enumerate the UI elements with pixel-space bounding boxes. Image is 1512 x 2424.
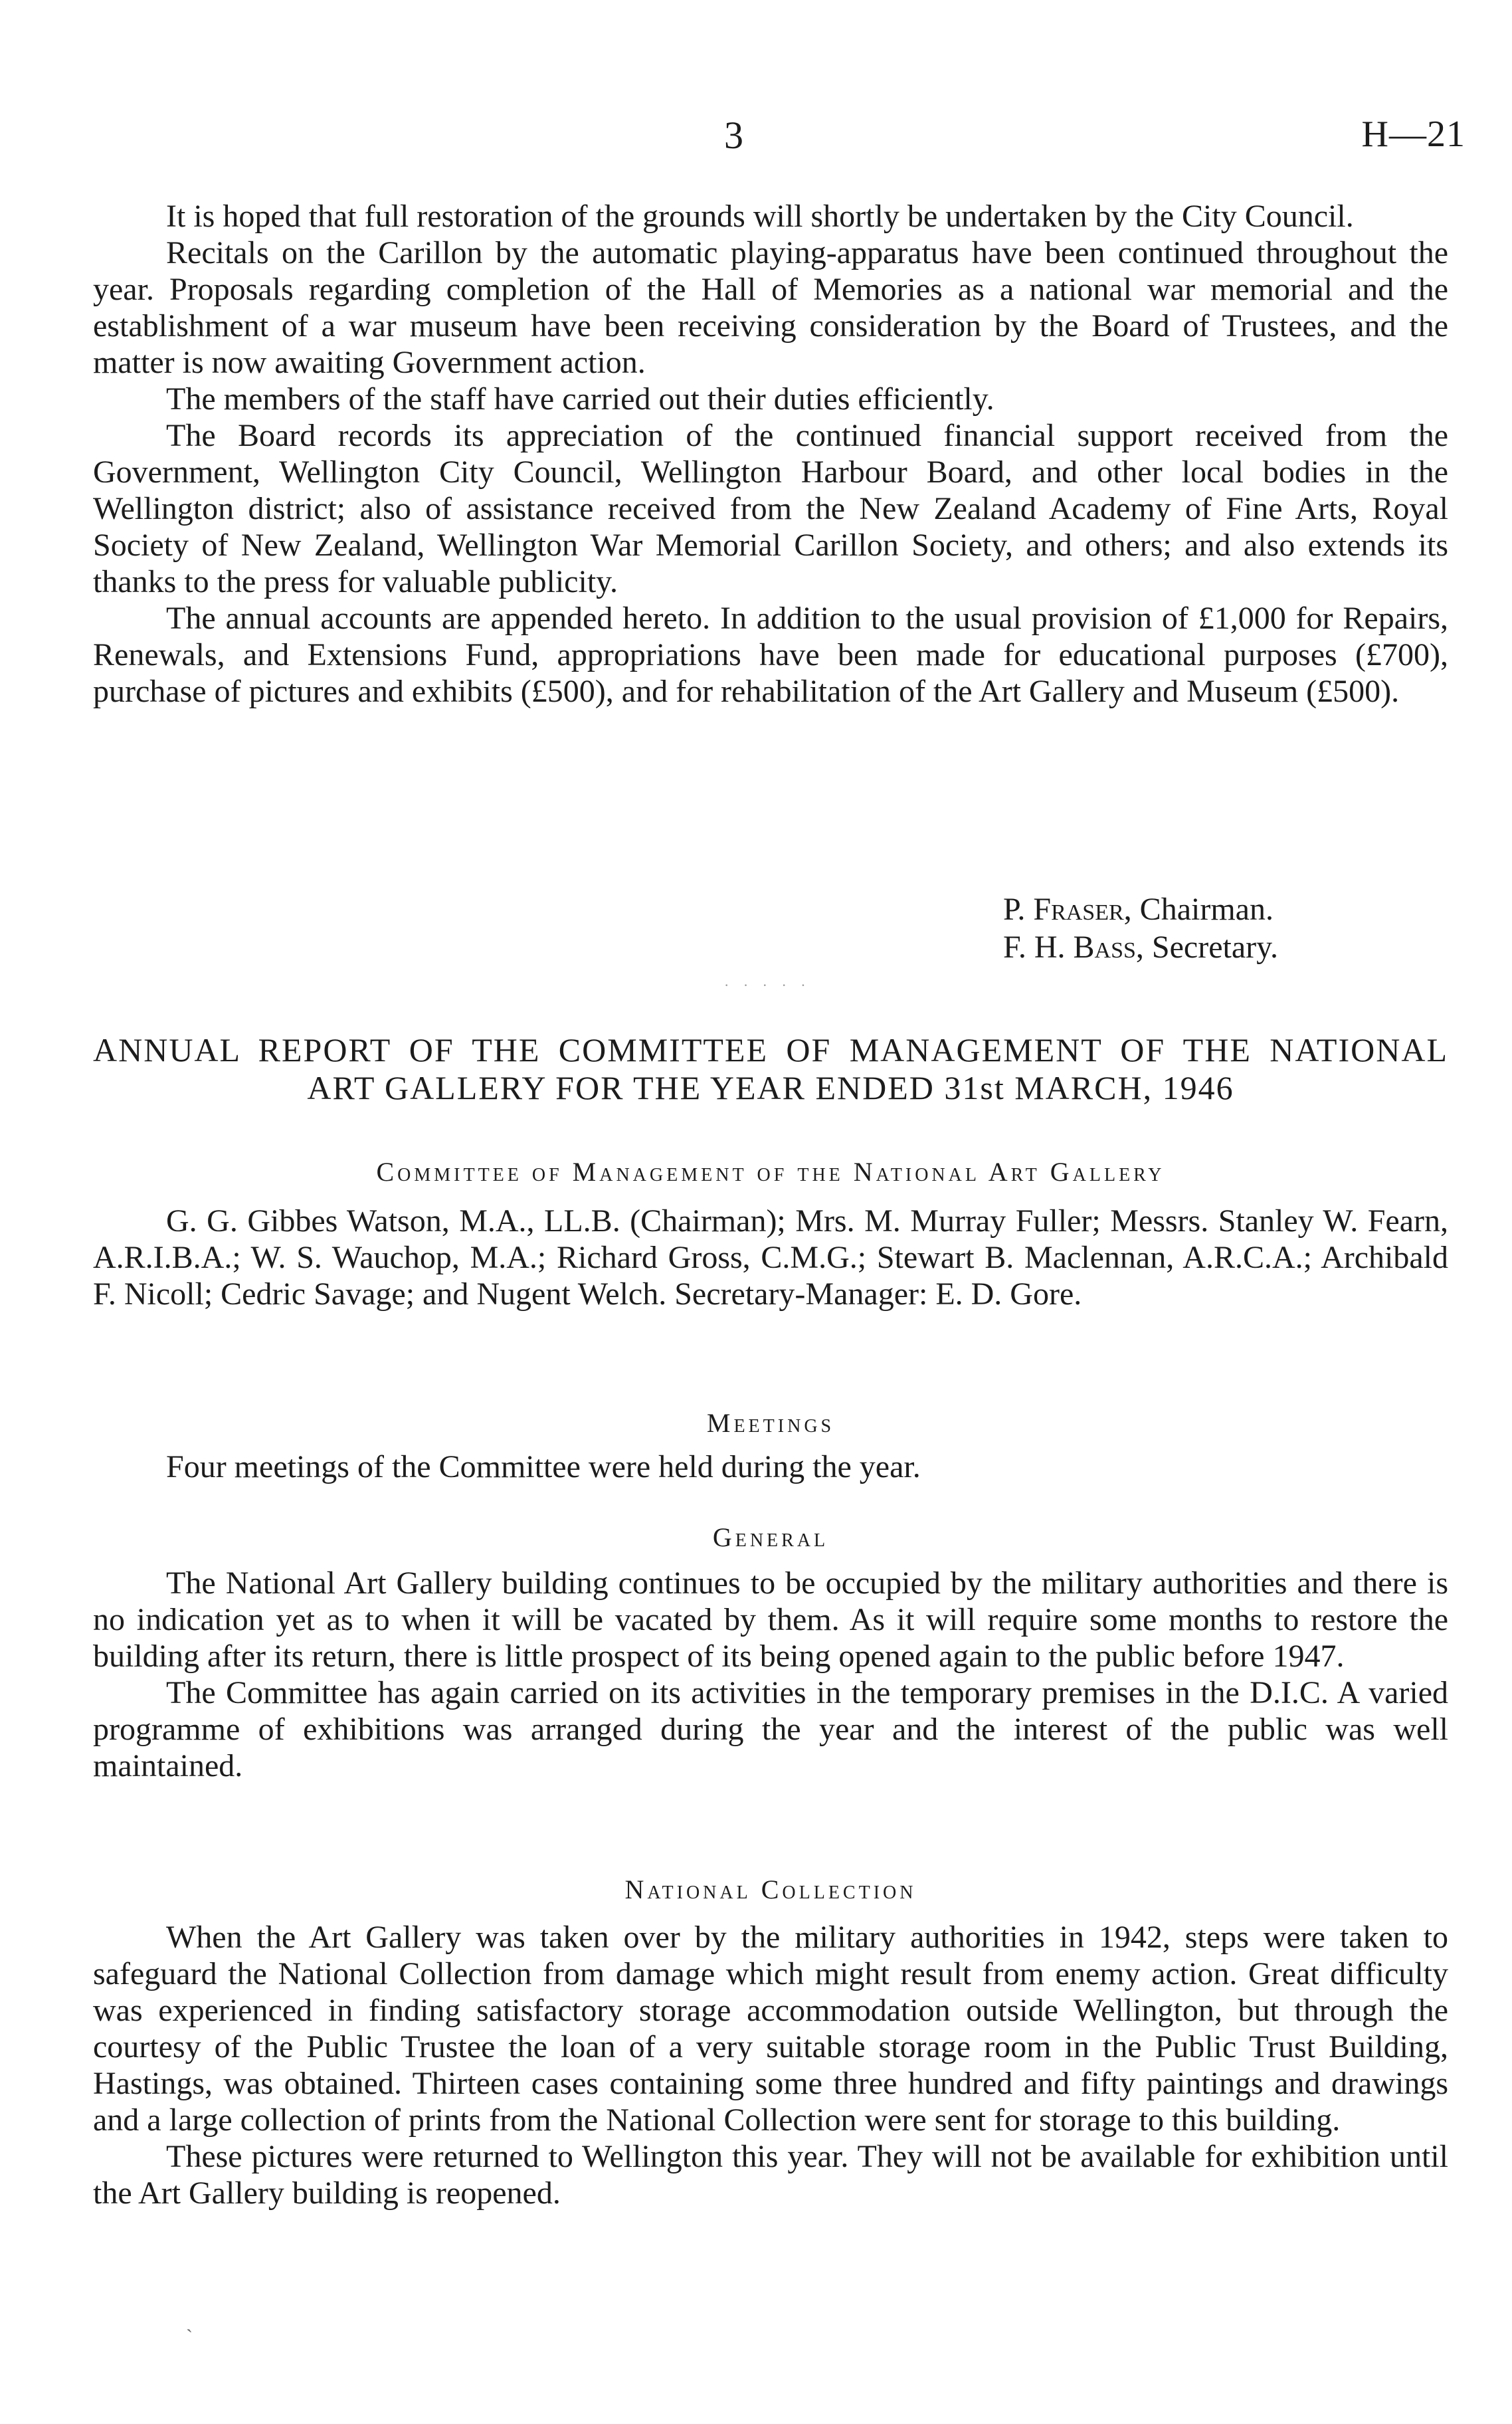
general-section xyxy=(93,1565,1448,1784)
meetings-section xyxy=(93,1449,1448,1485)
section-divider: · · · · · xyxy=(724,977,811,993)
report-title-line1: ANNUAL REPORT OF THE COMMITTEE OF MANAGEMENT OF THE NATIONAL xyxy=(93,1031,1448,1068)
signature-name: Bass xyxy=(1073,930,1136,965)
collection-heading: National Collection xyxy=(624,1874,917,1904)
committee-heading: Committee of Management of the National Art Gallery xyxy=(376,1157,1165,1187)
signature-role: Secretary. xyxy=(1151,930,1279,965)
intro-paragraph: The Board records its appreciation of the continued financial support received from the Government, Wellington City Council, Wellington Harbour Board, and other local bodies in the Wellington district; also of assistance received from the New Zealand Academy of Fine Arts, Royal Society of New Zealand, Wellington War Memorial Carillon Society, and others; and also extends its thanks to the press for valuable publicity. xyxy=(93,418,1448,599)
page-reference: H—21 xyxy=(1361,114,1465,155)
intro-paragraph: It is hoped that full restoration of the grounds will shortly be undertaken by the City Council. xyxy=(166,199,1354,234)
general-paragraph: The Committee has again carried on its activities in the temporary premises in the D.I.C. A varied programme of exhibitions was arranged during the year and the interest of the public was well maintained. xyxy=(93,1675,1448,1783)
report-title-line2: ART GALLERY FOR THE YEAR ENDED 31st MARCH, 1946 xyxy=(307,1069,1234,1106)
report-title xyxy=(93,1031,1448,1107)
intro-paragraph: The annual accounts are appended hereto. In addition to the usual provision of £1,000 for Repairs, Renewals, and Extensions Fund, appropriations have been made for educational purposes (£700), purchase of pictures and exhibits (£500), and for rehabilitation of the Art Gallery and Museum (£500). xyxy=(93,601,1448,709)
collection-section xyxy=(93,1919,1448,2211)
signature-chairman: P. Fraser, Chairman. xyxy=(1003,892,1274,927)
committee-members xyxy=(93,1203,1448,1312)
meetings-heading: Meetings xyxy=(706,1408,835,1438)
stray-mark: ˋ xyxy=(186,2326,193,2348)
page-number: 3 xyxy=(724,114,743,157)
intro-paragraph: Recitals on the Carillon by the automatic playing-apparatus have been continued throughout the year. Proposals regarding completion of the Hall of Memories as a national war memorial and the establishment of a war museum have been receiving consideration by the Board of Trustees, and the matter is now awaiting Government action. xyxy=(93,235,1448,380)
general-heading: General xyxy=(712,1522,829,1552)
meetings-text: Four meetings of the Committee were held during the year. xyxy=(166,1449,921,1484)
collection-paragraph: When the Art Gallery was taken over by the military authorities in 1942, steps were taken to safeguard the National Collection from damage which might result from enemy action. Great difficulty was experienced in finding satisfactory storage accommodation outside Wellington, but through the courtesy of the Public Trustee the loan of a very suitable storage room in the Public Trust Building, Hastings, was obtained. Thirteen cases containing some three hundred and fifty paintings and drawings and a large collection of prints from the National Collection were sent for storage to this building. xyxy=(93,1920,1448,2138)
signature-secretary: F. H. Bass, Secretary. xyxy=(1003,930,1279,965)
page-header xyxy=(0,113,1512,173)
intro-section xyxy=(93,198,1448,710)
committee-text: G. G. Gibbes Watson, M.A., LL.B. (Chairman); Mrs. M. Murray Fuller; Messrs. Stanley W. Fearn, A.R.I.B.A.; W. S. Wauchop, M.A.; Richard Gross, C.M.G.; Stewart B. Maclennan, A.R.C.A.; Archibald F. Nicoll; Cedric Savage; and Nugent Welch. Secretary-Manager: E. D. Gore. xyxy=(93,1203,1448,1312)
collection-paragraph: These pictures were returned to Wellington this year. They will not be available for exhibition until the Art Gallery building is reopened. xyxy=(93,2139,1448,2211)
general-paragraph: The National Art Gallery building continues to be occupied by the military authorities and there is no indication yet as to when it will be vacated by them. As it will require some months to restore the building after its return, there is little prospect of its being opened again to the public before 1947. xyxy=(93,1566,1448,1674)
signature-name: Fraser xyxy=(1033,892,1124,927)
intro-paragraph: The members of the staff have carried out their duties efficiently. xyxy=(166,381,994,417)
signature-role: Chairman. xyxy=(1139,892,1274,927)
